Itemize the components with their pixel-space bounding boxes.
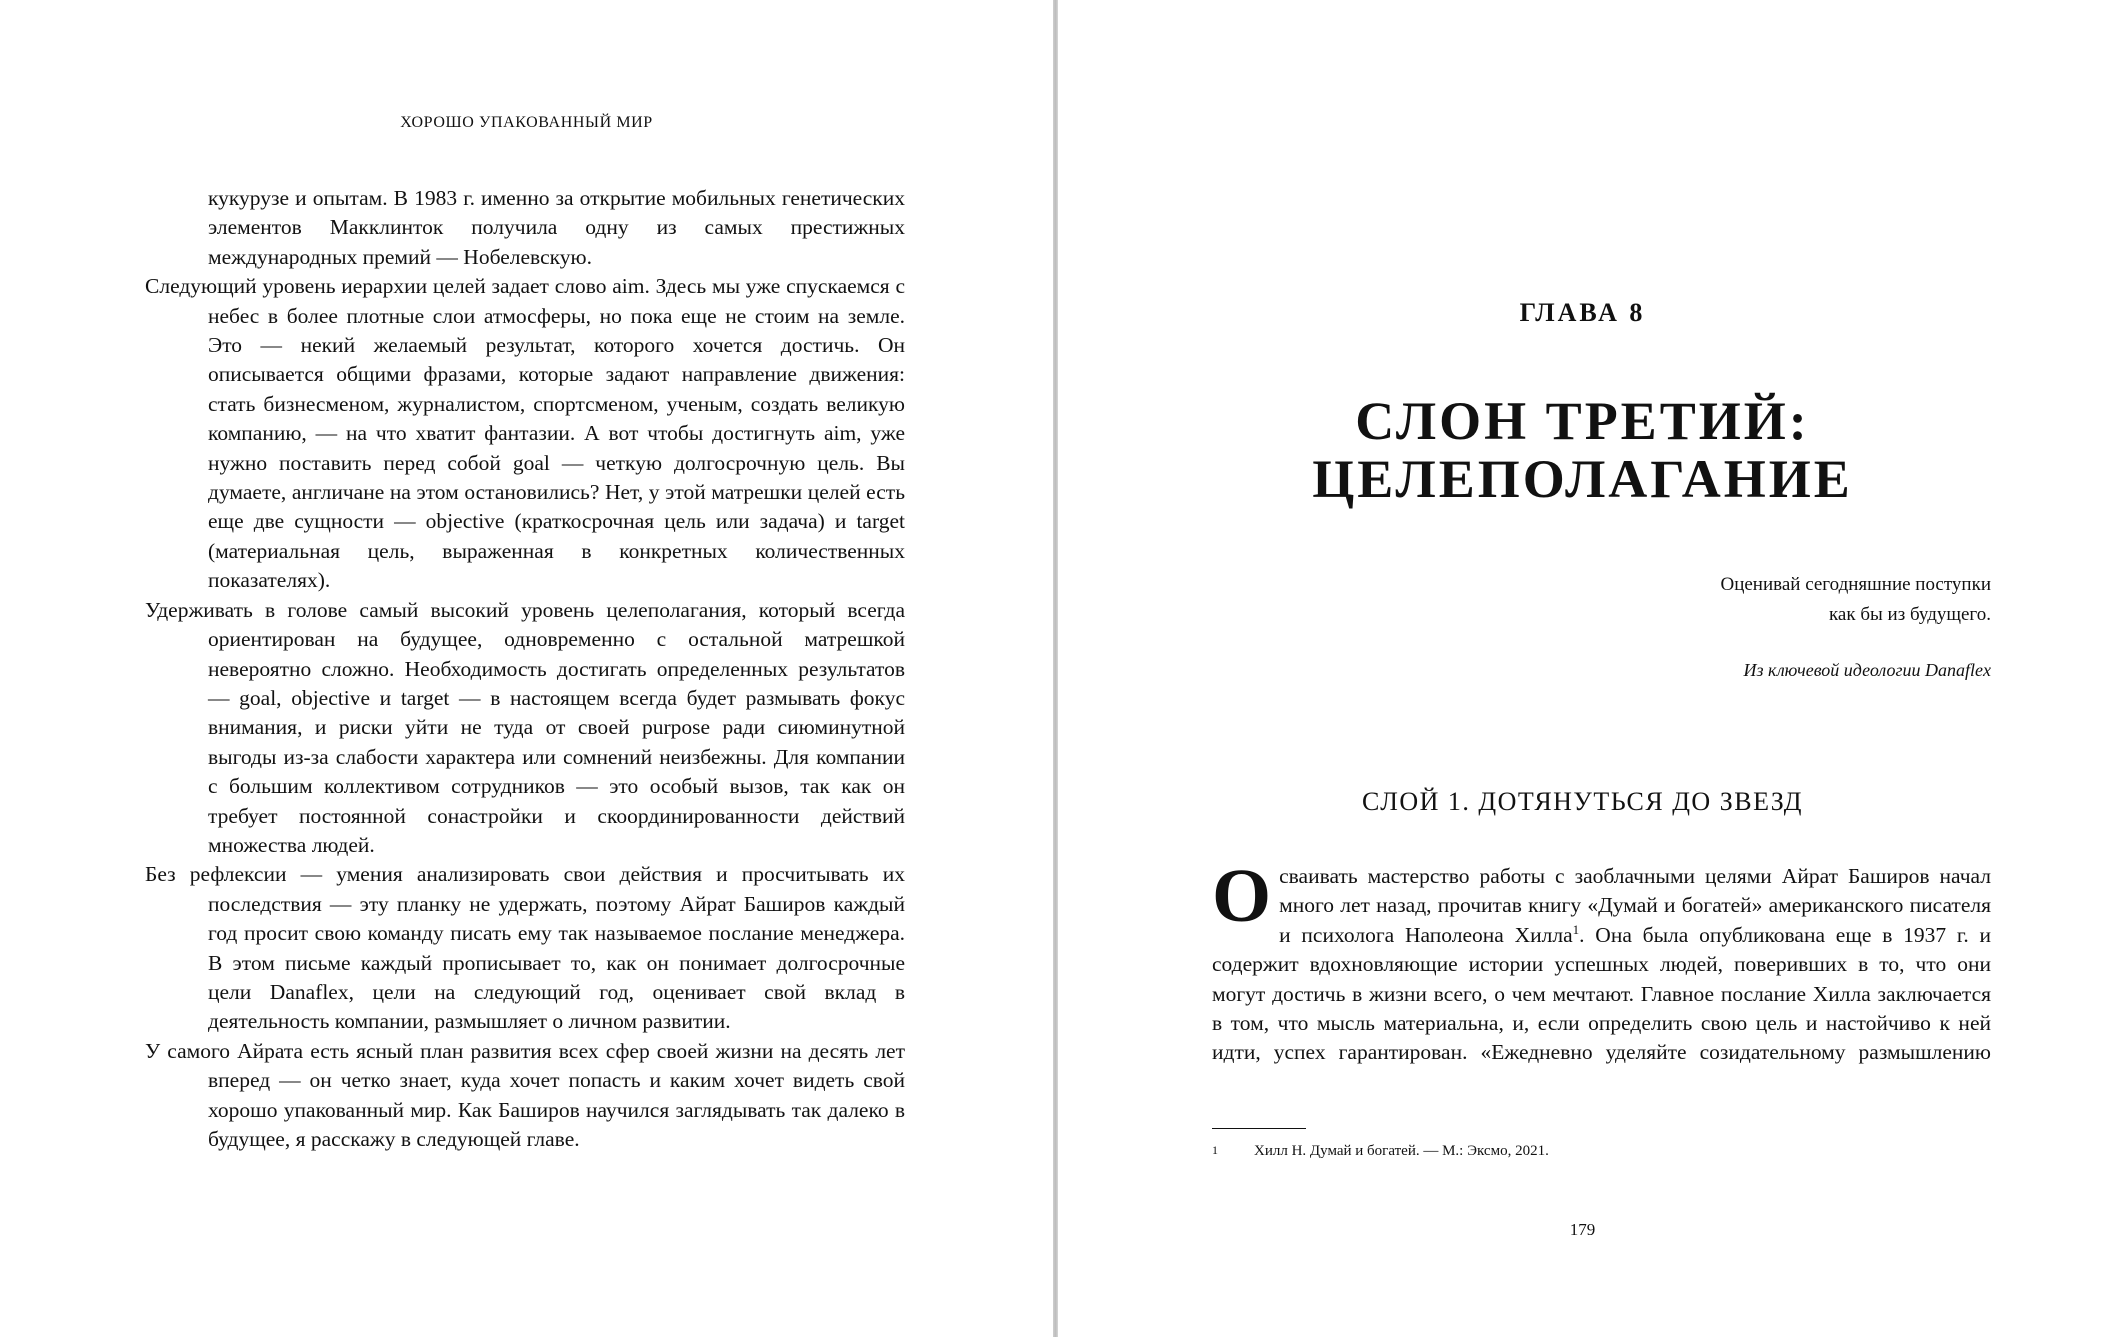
right-page <box>1058 0 2107 1337</box>
body-text: сваивать мастерство работы с заоблачными целями Айрат Баширов начал много лет назад, прочитав книгу «Думай и богатей» американского писателя и психолога Наполеона Хилла <box>1279 864 1991 947</box>
paragraph <box>1212 854 1991 1068</box>
left-page <box>0 0 1053 1337</box>
chapter-title-line: ЦЕЛЕПОЛАГАНИЕ <box>1312 449 1853 509</box>
epigraph-source: Из ключевой идеологии Danaflex <box>1743 660 1991 680</box>
epigraph-line: Оценивай сегодняшние поступки <box>1720 574 1991 595</box>
paragraph: У самого Айрата есть ясный план развития всех сфер своей жизни на десять лет вперед — он четко знает, куда хочет попасть и каким хочет видеть свой хорошо упакованный мир. Как Баширов научился заглядывать так далеко в будущее, я расскажу в следующей главе. <box>145 1038 905 1151</box>
chapter-number: ГЛАВА 8 <box>1519 298 1646 327</box>
paragraph-continuation: кукурузе и опытам. В 1983 г. именно за открытие мобильных генетических элементов Макклинток получила одну из самых престижных международных премий — Нобелевскую. <box>208 186 905 269</box>
paragraph: Удерживать в голове самый высокий уровень целеполагания, который всегда ориентирован на будущее, одновременно с остальной матрешкой невероятно сложно. Необходимость достигать определенных результатов — goal, objective и target — в настоящем всегда будет размывать фокус внимания, и риски уйти не туда от своей purpose ради сиюминутной выгоды из-за слабости характера или сомнений неизбежны. Для компании с большим коллективом сотрудников — это особый вызов, так как он требует постоянной сонастройки и скоординированности действий множества людей. <box>145 597 905 857</box>
paragraph: Без рефлексии — умения анализировать свои действия и просчитывать их последствия — эту планку не удержать, поэтому Айрат Баширов каждый год просит свою команду писать ему так называемое послание менеджера. В этом письме каждый прописывает то, как он понимает долгосрочные цели Danaflex, цели на следующий год, оценивает свой вклад в деятельность компании, размышляет о личном развитии. <box>145 862 905 1034</box>
left-body-text <box>145 184 905 1154</box>
chapter-title <box>1058 392 2107 508</box>
footnote-number: 1 <box>1212 1143 1218 1157</box>
paragraph: Следующий уровень иерархии целей задает слово aim. Здесь мы уже спускаемся с небес в более плотные слои атмосферы, но пока еще не стоим на земле. Это — некий желаемый результат, которого хочется достичь. Он описывается общими фразами, которые задают направление движения: стать бизнесменом, журналистом, спортсменом, ученым, создать великую компанию, — на что хватит фантазии. А вот чтобы достигнуть aim, уже нужно поставить перед собой goal — четкую долгосрочную цель. Вы думаете, англичане на этом остановились? Нет, у этой матрешки целей есть еще две сущности — objective (краткосрочная цель или задача) и target (материальная цель, выраженная в конкретных количественных показателях). <box>145 274 905 593</box>
running-head: ХОРОШО УПАКОВАННЫЙ МИР <box>400 114 653 131</box>
section-title: СЛОЙ 1. ДОТЯНУТЬСЯ ДО ЗВЕЗД <box>1362 787 1803 816</box>
footnote-rule <box>1212 1128 1306 1129</box>
right-body-text <box>1212 854 1991 1068</box>
footnote-text: Хилл Н. Думай и богатей. — М.: Эксмо, 2021. <box>1254 1143 1549 1159</box>
page-number: 179 <box>1569 1220 1596 1239</box>
epigraph <box>1571 570 1991 630</box>
footnote <box>1212 1143 1991 1160</box>
drop-cap: О <box>1212 854 1272 938</box>
epigraph-line: как бы из будущего. <box>1828 604 1991 625</box>
chapter-title-line: СЛОН ТРЕТИЙ: <box>1355 391 1810 451</box>
footnote-reference[interactable]: 1 <box>1572 921 1580 937</box>
body-text: . Она была опубликована еще в 1937 г. и содержит вдохновляющие истории успешных людей, поверивших в то, что они могут достичь в жизни всего, о чем мечтают. Главное послание Хилла заключается в том, что мысль материальна, и, если определить свою цель и настойчиво к ней идти, успех гарантирован. «Ежедневно уделяйте созидательному размышлению <box>1212 922 1991 1065</box>
